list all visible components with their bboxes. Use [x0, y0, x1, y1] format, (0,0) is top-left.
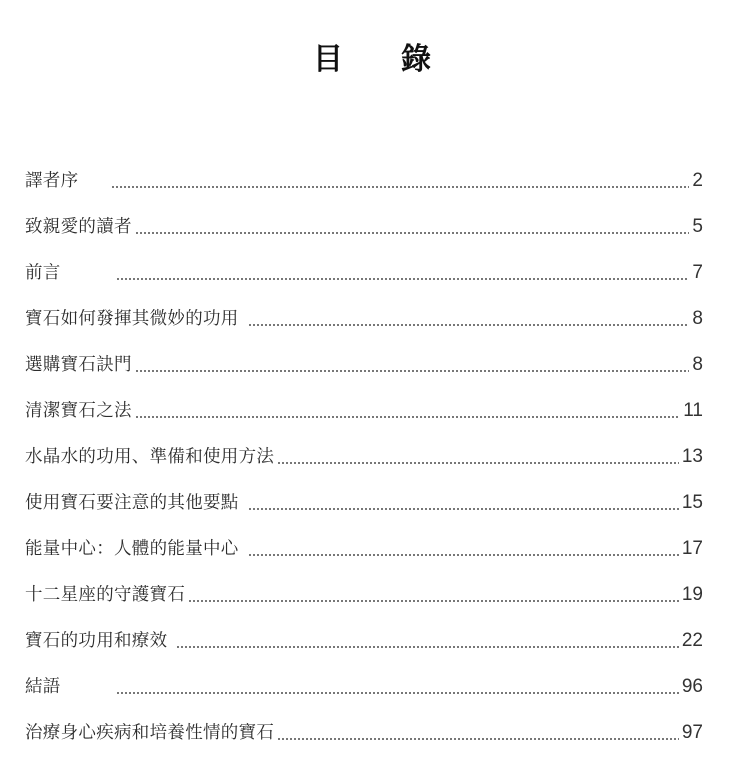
toc-entry-page: 8 — [692, 354, 703, 375]
toc-entry-page: 2 — [692, 170, 703, 191]
toc-entry-page: 7 — [692, 262, 703, 283]
dot-leader — [135, 232, 690, 234]
toc-entry-other-notes[interactable] — [25, 468, 703, 514]
toc-entry-page: 15 — [681, 492, 703, 513]
dot-leader — [248, 508, 679, 510]
toc-entry-page: 22 — [681, 630, 703, 651]
toc-entry-page: 5 — [692, 216, 703, 237]
dot-leader — [248, 324, 690, 326]
dot-leader — [188, 600, 679, 602]
toc-entry-title: 能量中心：人體的能量中心 — [25, 539, 239, 559]
page-title-char-2: 錄 — [401, 42, 431, 77]
toc-entry-page: 97 — [681, 722, 703, 743]
toc-entry-crystal-water[interactable] — [25, 422, 703, 468]
toc-entry-title: 結語 — [25, 677, 61, 697]
page-title — [0, 34, 744, 78]
toc-entry-how-gems-work[interactable] — [25, 284, 703, 330]
toc-entry-page: 19 — [681, 584, 703, 605]
toc-entry-title: 前言 — [25, 263, 61, 283]
toc-entry-translator-preface[interactable] — [25, 146, 703, 192]
dot-leader — [116, 692, 679, 694]
toc-entry-page: 11 — [683, 400, 703, 421]
dot-leader — [248, 554, 679, 556]
dot-leader — [116, 278, 690, 280]
toc-entry-title: 選購寶石訣門 — [25, 355, 132, 375]
dot-leader — [135, 416, 680, 418]
toc-entry-foreword[interactable] — [25, 238, 703, 284]
dot-leader — [111, 186, 689, 188]
page-title-char-1: 目 — [313, 42, 343, 77]
toc-entry-healing-gems[interactable] — [25, 698, 703, 744]
toc-entry-title: 譯者序 — [25, 171, 79, 191]
toc-entry-title: 寶石的功用和療效 — [25, 631, 168, 651]
toc-entry-cleaning-gems[interactable] — [25, 376, 703, 422]
toc-entry-energy-centers[interactable] — [25, 514, 703, 560]
toc-entry-page: 8 — [692, 308, 703, 329]
toc-entry-title: 致親愛的讀者 — [25, 217, 132, 237]
toc-entry-title: 十二星座的守護寶石 — [25, 585, 186, 605]
toc-entry-title: 清潔寶石之法 — [25, 401, 132, 421]
dot-leader — [176, 646, 678, 648]
table-of-contents — [25, 146, 703, 744]
toc-entry-conclusion[interactable] — [25, 652, 703, 698]
toc-entry-title: 水晶水的功用、準備和使用方法 — [25, 447, 275, 467]
dot-leader — [135, 370, 690, 372]
toc-entry-title: 治療身心疾病和培養性情的寶石 — [25, 723, 275, 743]
toc-entry-buying-gems[interactable] — [25, 330, 703, 376]
dot-leader — [277, 738, 679, 740]
dot-leader — [277, 462, 679, 464]
toc-entry-title: 寶石如何發揮其微妙的功用 — [25, 309, 239, 329]
toc-entry-dear-reader[interactable] — [25, 192, 703, 238]
toc-entry-page: 17 — [681, 538, 703, 559]
toc-entry-page: 13 — [681, 446, 703, 467]
toc-entry-gem-effects[interactable] — [25, 606, 703, 652]
toc-entry-title: 使用寶石要注意的其他要點 — [25, 493, 239, 513]
toc-entry-zodiac-gems[interactable] — [25, 560, 703, 606]
toc-entry-page: 96 — [681, 676, 703, 697]
